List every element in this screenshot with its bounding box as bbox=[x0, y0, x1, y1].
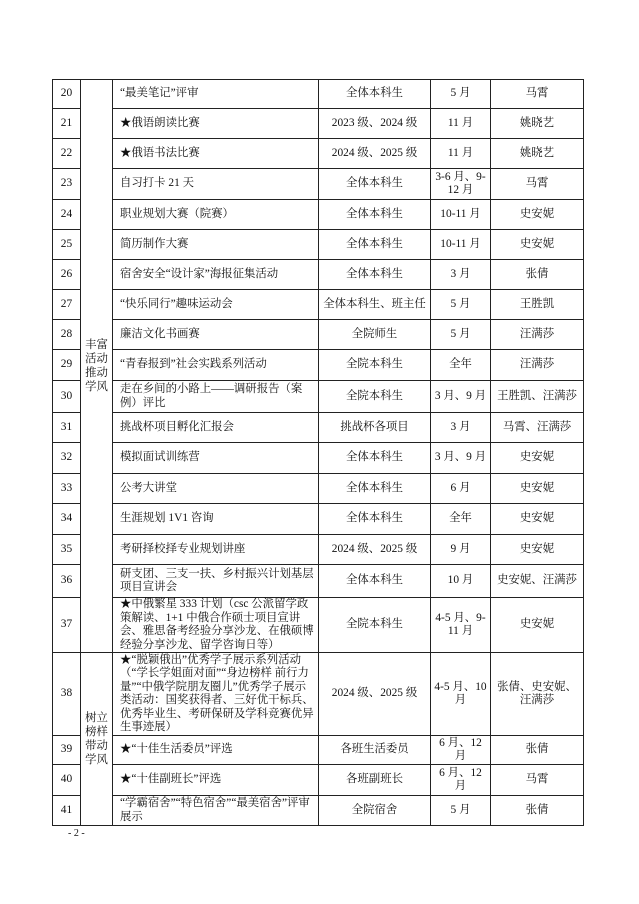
table-row bbox=[53, 653, 584, 736]
person-in-charge: 王胜凯 bbox=[491, 290, 584, 320]
target-audience: 2024 级、2025 级 bbox=[319, 535, 431, 565]
row-number: 39 bbox=[53, 736, 81, 765]
target-audience: 各班副班长 bbox=[319, 765, 431, 796]
person-in-charge: 马霄 bbox=[491, 80, 584, 109]
table-row bbox=[53, 535, 584, 565]
category-cell: 树立榜样带动学风 bbox=[81, 653, 113, 826]
person-in-charge: 史安妮、汪满莎 bbox=[491, 565, 584, 598]
activity-name: ★“十佳副班长”评选 bbox=[113, 765, 319, 796]
activity-name: “青春报到”社会实践系列活动 bbox=[113, 350, 319, 381]
schedule-time: 11 月 bbox=[431, 139, 491, 169]
person-in-charge: 马霄 bbox=[491, 169, 584, 200]
target-audience: 全体本科生 bbox=[319, 474, 431, 504]
target-audience: 全院宿舍 bbox=[319, 796, 431, 826]
person-in-charge: 史安妮 bbox=[491, 443, 584, 474]
target-audience: 全体本科生 bbox=[319, 80, 431, 109]
person-in-charge: 史安妮 bbox=[491, 230, 584, 260]
schedule-time: 3 月、9 月 bbox=[431, 381, 491, 413]
schedule-time: 11 月 bbox=[431, 109, 491, 139]
activity-name: 宿舍安全“设计家”海报征集活动 bbox=[113, 260, 319, 290]
table-row bbox=[53, 443, 584, 474]
table-row bbox=[53, 565, 584, 598]
target-audience: 2024 级、2025 级 bbox=[319, 139, 431, 169]
target-audience: 全院本科生 bbox=[319, 381, 431, 413]
table-row bbox=[53, 200, 584, 230]
person-in-charge: 马霄 bbox=[491, 765, 584, 796]
person-in-charge: 张倩 bbox=[491, 796, 584, 826]
schedule-time: 4-5 月、9-11 月 bbox=[431, 598, 491, 653]
activity-name: 简历制作大赛 bbox=[113, 230, 319, 260]
row-number: 41 bbox=[53, 796, 81, 826]
activity-name: “学霸宿舍”“特色宿舍”“最美宿舍”评审展示 bbox=[113, 796, 319, 826]
activity-name: ★俄语朗读比赛 bbox=[113, 109, 319, 139]
schedule-time: 5 月 bbox=[431, 320, 491, 350]
row-number: 30 bbox=[53, 381, 81, 413]
activity-name: 挑战杯项目孵化汇报会 bbox=[113, 413, 319, 443]
target-audience: 各班生活委员 bbox=[319, 736, 431, 765]
activity-table bbox=[52, 79, 584, 826]
person-in-charge: 史安妮 bbox=[491, 535, 584, 565]
row-number: 34 bbox=[53, 504, 81, 535]
schedule-time: 9 月 bbox=[431, 535, 491, 565]
schedule-time: 10 月 bbox=[431, 565, 491, 598]
schedule-time: 6 月、12 月 bbox=[431, 736, 491, 765]
row-number: 35 bbox=[53, 535, 81, 565]
person-in-charge: 姚晓艺 bbox=[491, 109, 584, 139]
person-in-charge: 姚晓艺 bbox=[491, 139, 584, 169]
activity-name: ★“脱颖俄出”优秀学子展示系列活动（“学长学姐面对面”“身边榜样 前行力量”“中俄学院朋友圈儿”优秀学子展示类活动：国奖获得者、三好优干标兵、优秀毕业生、考研保研及学科竞赛优异生事迹展） bbox=[113, 653, 319, 736]
activity-name: 模拟面试训练营 bbox=[113, 443, 319, 474]
person-in-charge: 王胜凯、汪满莎 bbox=[491, 381, 584, 413]
schedule-time: 3 月、9 月 bbox=[431, 443, 491, 474]
person-in-charge: 张倩、史安妮、汪满莎 bbox=[491, 653, 584, 736]
activity-name: 走在乡间的小路上——调研报告（案例）评比 bbox=[113, 381, 319, 413]
activity-name: 生涯规划 1V1 咨询 bbox=[113, 504, 319, 535]
table-row bbox=[53, 474, 584, 504]
row-number: 38 bbox=[53, 653, 81, 736]
target-audience: 全院师生 bbox=[319, 320, 431, 350]
schedule-time: 全年 bbox=[431, 504, 491, 535]
schedule-time: 3-6 月、9-12 月 bbox=[431, 169, 491, 200]
table-container bbox=[52, 79, 583, 840]
target-audience: 全院本科生 bbox=[319, 350, 431, 381]
target-audience: 2023 级、2024 级 bbox=[319, 109, 431, 139]
schedule-time: 6 月、12 月 bbox=[431, 765, 491, 796]
target-audience: 全体本科生 bbox=[319, 200, 431, 230]
table-row bbox=[53, 320, 584, 350]
row-number: 24 bbox=[53, 200, 81, 230]
table-row bbox=[53, 413, 584, 443]
table-row bbox=[53, 796, 584, 826]
target-audience: 全体本科生 bbox=[319, 443, 431, 474]
table-row bbox=[53, 80, 584, 109]
schedule-time: 3 月 bbox=[431, 413, 491, 443]
row-number: 32 bbox=[53, 443, 81, 474]
table-row bbox=[53, 504, 584, 535]
activity-name: 研支团、三支一扶、乡村振兴计划基层项目宣讲会 bbox=[113, 565, 319, 598]
target-audience: 挑战杯各项目 bbox=[319, 413, 431, 443]
target-audience: 全体本科生 bbox=[319, 169, 431, 200]
target-audience: 全体本科生 bbox=[319, 504, 431, 535]
target-audience: 全体本科生 bbox=[319, 230, 431, 260]
row-number: 22 bbox=[53, 139, 81, 169]
schedule-time: 3 月 bbox=[431, 260, 491, 290]
schedule-time: 5 月 bbox=[431, 796, 491, 826]
row-number: 26 bbox=[53, 260, 81, 290]
row-number: 37 bbox=[53, 598, 81, 653]
row-number: 31 bbox=[53, 413, 81, 443]
row-number: 28 bbox=[53, 320, 81, 350]
schedule-time: 6 月 bbox=[431, 474, 491, 504]
category-cell: 丰富活动推动学风 bbox=[81, 80, 113, 653]
table-row bbox=[53, 290, 584, 320]
row-number: 29 bbox=[53, 350, 81, 381]
row-number: 36 bbox=[53, 565, 81, 598]
target-audience: 全体本科生 bbox=[319, 565, 431, 598]
row-number: 25 bbox=[53, 230, 81, 260]
row-number: 33 bbox=[53, 474, 81, 504]
schedule-time: 4-5 月、10 月 bbox=[431, 653, 491, 736]
activity-name: 自习打卡 21 天 bbox=[113, 169, 319, 200]
table-row bbox=[53, 736, 584, 765]
activity-name: “快乐同行”趣味运动会 bbox=[113, 290, 319, 320]
person-in-charge: 张倩 bbox=[491, 260, 584, 290]
table-row bbox=[53, 139, 584, 169]
activity-name: 公考大讲堂 bbox=[113, 474, 319, 504]
activity-name: ★中俄繁星 333 计划（csc 公派留学政策解读、1+1 中俄合作硕士项目宣讲会、雅思备考经验分享沙龙、在俄硕博经验分享沙龙、留学咨询日等） bbox=[113, 598, 319, 653]
schedule-time: 全年 bbox=[431, 350, 491, 381]
person-in-charge: 史安妮 bbox=[491, 474, 584, 504]
target-audience: 全体本科生、班主任 bbox=[319, 290, 431, 320]
table-row bbox=[53, 598, 584, 653]
table-row bbox=[53, 350, 584, 381]
schedule-time: 5 月 bbox=[431, 290, 491, 320]
target-audience: 全体本科生 bbox=[319, 260, 431, 290]
page-number: - 2 - bbox=[68, 828, 85, 839]
activity-name: ★俄语书法比赛 bbox=[113, 139, 319, 169]
table-row bbox=[53, 109, 584, 139]
activity-name: 职业规划大赛（院赛） bbox=[113, 200, 319, 230]
table-row bbox=[53, 381, 584, 413]
person-in-charge: 史安妮 bbox=[491, 504, 584, 535]
row-number: 21 bbox=[53, 109, 81, 139]
table-row bbox=[53, 169, 584, 200]
row-number: 27 bbox=[53, 290, 81, 320]
activity-name: ★“十佳生活委员”评选 bbox=[113, 736, 319, 765]
person-in-charge: 马霄、汪满莎 bbox=[491, 413, 584, 443]
person-in-charge: 史安妮 bbox=[491, 598, 584, 653]
activity-name: “最美笔记”评审 bbox=[113, 80, 319, 109]
person-in-charge: 汪满莎 bbox=[491, 350, 584, 381]
table-row bbox=[53, 230, 584, 260]
activity-name: 廉洁文化书画赛 bbox=[113, 320, 319, 350]
person-in-charge: 汪满莎 bbox=[491, 320, 584, 350]
activity-name: 考研择校择专业规划讲座 bbox=[113, 535, 319, 565]
row-number: 40 bbox=[53, 765, 81, 796]
row-number: 23 bbox=[53, 169, 81, 200]
person-in-charge: 史安妮 bbox=[491, 200, 584, 230]
schedule-time: 10-11 月 bbox=[431, 230, 491, 260]
schedule-time: 10-11 月 bbox=[431, 200, 491, 230]
table-row bbox=[53, 765, 584, 796]
row-number: 20 bbox=[53, 80, 81, 109]
target-audience: 全院本科生 bbox=[319, 598, 431, 653]
table-row bbox=[53, 260, 584, 290]
schedule-time: 5 月 bbox=[431, 80, 491, 109]
target-audience: 2024 级、2025 级 bbox=[319, 653, 431, 736]
person-in-charge: 张倩 bbox=[491, 736, 584, 765]
